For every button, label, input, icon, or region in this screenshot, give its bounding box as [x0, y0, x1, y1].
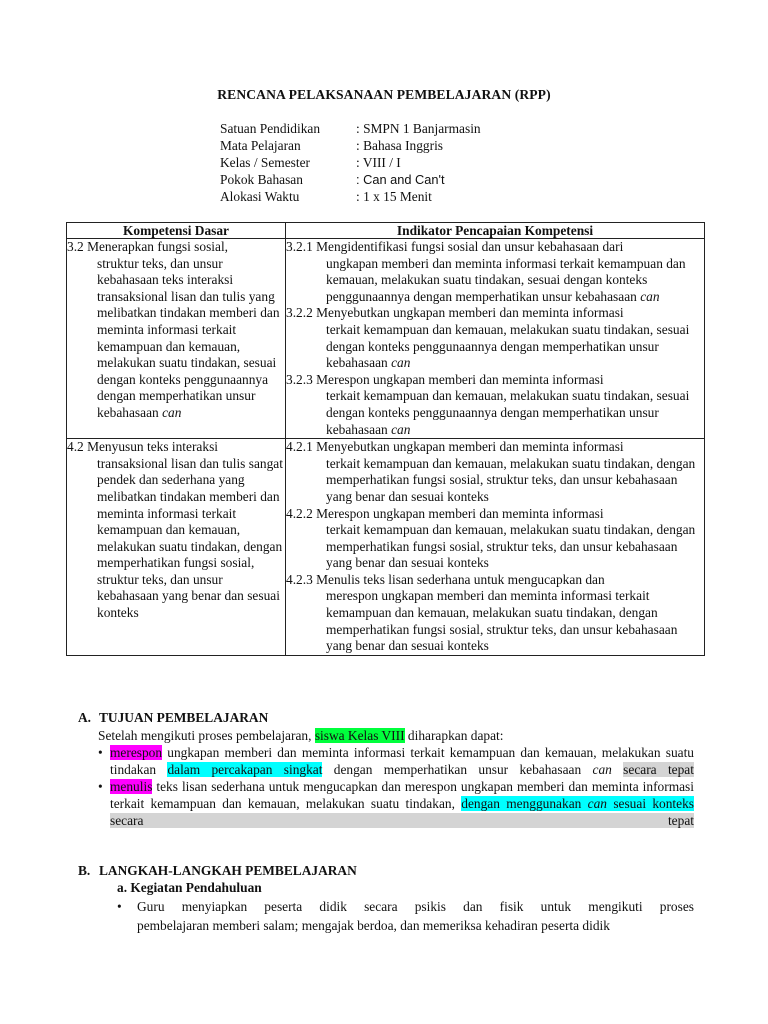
- objective-body-2: dengan memperhatikan unsur kebahasaan: [333, 762, 582, 777]
- kd-first-line: 3.2 Menerapkan fungsi sosial,: [67, 239, 229, 254]
- activity-line-2: pembelajaran memberi salam; mengajak berdoa, dan memeriksa kehadiran peserta didik: [137, 918, 610, 933]
- subsection-heading: a. Kegiatan Pendahuluan: [117, 880, 262, 895]
- info-label: Mata Pelajaran: [220, 138, 301, 153]
- list-item: [98, 744, 694, 778]
- indicator-cell: [286, 239, 705, 439]
- indicator-text: [286, 388, 704, 438]
- header-kompetensi-dasar: Kompetensi Dasar: [67, 223, 286, 239]
- section-letter: A.: [78, 710, 92, 725]
- highlight-degree: secara tepat: [110, 813, 694, 828]
- highlight-condition: [461, 796, 694, 811]
- objective-body: ungkapan memberi dan meminta informasi terkait kemampuan dan kemauan, melakukan suatu tindakan: [110, 745, 694, 777]
- indicator-item: [286, 372, 704, 438]
- section-a-heading: [78, 710, 268, 726]
- info-label: Alokasi Waktu: [220, 189, 300, 204]
- info-value: : VIII / I: [356, 155, 401, 170]
- info-label: Pokok Bahasan: [220, 172, 303, 187]
- objective-list: [98, 744, 694, 829]
- info-row-alokasi: [220, 188, 481, 205]
- section-b-heading: [78, 863, 357, 879]
- indicator-first-line: 4.2.3 Menulis teks lisan sederhana untuk mengucapkan dan: [286, 571, 605, 587]
- info-value: : 1 x 15 Menit: [356, 189, 432, 204]
- info-block: [220, 120, 481, 205]
- intro-text-after: diharapkan dapat:: [407, 728, 504, 743]
- section-a-intro: [98, 727, 503, 744]
- indicator-text: [286, 256, 704, 306]
- indicator-rest: ungkapan memberi dan meminta informasi terkait kemampuan dan kemauan, melakukan suatu tindakan, sesuai dengan konteks penggunaannya dengan memperhatikan unsur kebahasaan: [326, 255, 686, 304]
- indicator-italic: can: [640, 288, 660, 304]
- kd-first-line: 4.2 Menyusun teks interaksi: [67, 439, 218, 455]
- activity-list: [117, 897, 694, 935]
- bullet-icon: •: [98, 745, 103, 760]
- indicator-text: [286, 322, 704, 372]
- bullet-icon: •: [117, 899, 122, 914]
- info-row-satuan: [220, 120, 481, 137]
- indicator-first-line: 3.2.1 Mengidentifikasi fungsi sosial dan unsur kebahasaan dari: [286, 239, 624, 254]
- section-letter: B.: [78, 863, 91, 878]
- objective-text: [110, 744, 694, 778]
- indicator-first-line: 3.2.2 Menyebutkan ungkapan memberi dan meminta informasi: [286, 305, 624, 321]
- condition-text: dengan menggunakan: [461, 796, 582, 811]
- header-indikator: Indikator Pencapaian Kompetensi: [286, 223, 705, 239]
- objective-body: teks lisan sederhana untuk mengucapkan dan merespon ungkapan memberi dan meminta informasi terkait kemampuan dan kemauan, melakukan suatu tindakan,: [110, 779, 694, 811]
- indicator-item: [286, 439, 704, 505]
- indicator-rest: terkait kemampuan dan kemauan, melakukan suatu tindakan, sesuai dengan konteks penggunaannya dengan memperhatikan unsur kebahasaan: [326, 321, 690, 371]
- document-title: RENCANA PELAKSANAAN PEMBELAJARAN (RPP): [217, 87, 551, 102]
- objective-text: [110, 778, 694, 829]
- info-value: : SMPN 1 Banjarmasin: [356, 121, 481, 136]
- info-label: Satuan Pendidikan: [220, 121, 321, 136]
- indicator-item: [286, 506, 704, 572]
- objective-italic: can: [592, 762, 612, 777]
- activity-line-1: Guru menyiapkan peserta didik secara psikis dan fisik untuk mengikuti proses: [137, 899, 694, 914]
- competency-table: [66, 222, 705, 656]
- indicator-item: [286, 305, 704, 371]
- kd-rest-text: struktur teks, dan unsur kebahasaan teks interaksi transaksional lisan dan tulis yang melibatkan tindakan memberi dan meminta informasi terkait kemampuan dan kemauan, melakukan suatu tindakan, sesuai dengan konteks penggunaannya dengan memperhatikan unsur kebahasaan: [97, 255, 280, 420]
- kd-italic: can: [162, 404, 182, 420]
- table-row: [67, 439, 705, 656]
- highlight-condition: dalam percakapan singkat: [167, 762, 323, 777]
- info-label: Kelas / Semester: [220, 155, 310, 170]
- info-value: : Can and Can't: [356, 172, 445, 187]
- table-header-row: [67, 223, 705, 239]
- indicator-rest: terkait kemampuan dan kemauan, melakukan suatu tindakan, sesuai dengan konteks penggunaannya dengan memperhatikan unsur kebahasaan: [326, 388, 690, 437]
- list-item: [117, 897, 694, 935]
- kd-rest-text: transaksional lisan dan tulis sangat pendek dan sederhana yang melibatkan tindakan memberi dan meminta informasi terkait kemampuan dan kemauan, melakukan suatu tindakan, dengan memperhatikan fungsi sosial, struktur teks, dan unsur kebahasaan yang benar dan sesuai konteks: [97, 455, 283, 621]
- condition-text-2: sesuai konteks: [613, 796, 694, 811]
- kd-text: [67, 256, 285, 422]
- indicator-italic: can: [391, 355, 411, 371]
- kd-cell: [67, 239, 286, 439]
- table-row: [67, 239, 705, 439]
- section-title: TUJUAN PEMBELAJARAN: [99, 710, 269, 725]
- indicator-rest: terkait kemampuan dan kemauan, melakukan suatu tindakan, dengan memperhatikan fungsi sosial, struktur teks, dan unsur kebahasaan yang benar dan sesuai konteks: [326, 522, 696, 571]
- indicator-italic: can: [391, 421, 411, 437]
- bullet-icon: •: [98, 779, 103, 794]
- condition-italic: can: [587, 796, 607, 811]
- indicator-first-line: 3.2.3 Merespon ungkapan memberi dan meminta informasi: [286, 371, 604, 387]
- highlight-verb: merespon: [110, 745, 163, 760]
- indicator-item: [286, 239, 704, 305]
- info-value: : Bahasa Inggris: [356, 138, 444, 153]
- intro-text: Setelah mengikuti proses pembelajaran,: [98, 728, 312, 743]
- highlight-degree: secara tepat: [623, 762, 694, 777]
- info-row-mapel: [220, 137, 481, 154]
- indicator-rest: merespon ungkapan memberi dan meminta informasi terkait kemampuan dan kemauan, melakukan suatu tindakan, dengan memperhatikan fungsi sosial, struktur teks, dan unsur kebahasaan yang benar dan sesuai konteks: [326, 588, 678, 654]
- highlight-verb: menulis: [110, 779, 153, 794]
- indicator-rest: terkait kemampuan dan kemauan, melakukan suatu tindakan, dengan memperhatikan fungsi sosial, struktur teks, dan unsur kebahasaan yang benar dan sesuai konteks: [326, 455, 696, 504]
- section-title: LANGKAH-LANGKAH PEMBELAJARAN: [99, 863, 357, 878]
- info-row-kelas: [220, 154, 481, 171]
- indicator-cell: [286, 439, 705, 656]
- indicator-item: [286, 572, 704, 655]
- indicator-first-line: 4.2.1 Menyebutkan ungkapan memberi dan meminta informasi: [286, 439, 624, 455]
- kd-cell: [67, 439, 286, 656]
- list-item: [98, 778, 694, 829]
- info-row-pokok: [220, 171, 481, 188]
- indicator-first-line: 4.2.2 Merespon ungkapan memberi dan meminta informasi: [286, 505, 604, 521]
- highlight-subject: siswa Kelas VIII: [314, 728, 405, 743]
